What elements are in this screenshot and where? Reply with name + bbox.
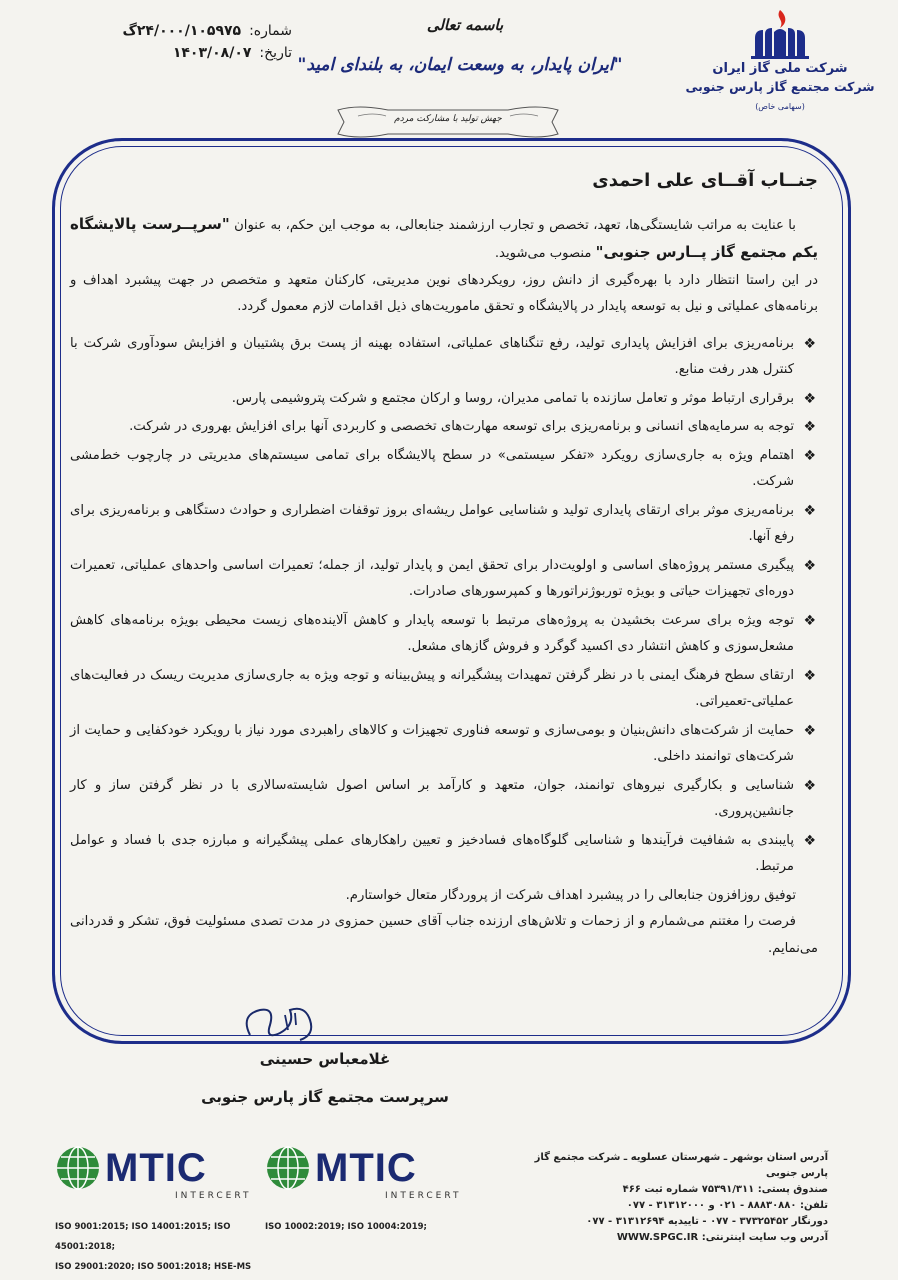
cert-left-iso-2: ISO 29001:2020; ISO 5001:2018; HSE-MS [55, 1262, 252, 1272]
number-row [62, 20, 292, 42]
address-line: تلفن: ۸۸۸۳۰۸۸۰ - ۰۲۱ و ۳۱۳۱۲۰۰۰ - ۰۷۷ [626, 1200, 828, 1211]
cert-left-sub: INTERCERT [175, 1191, 252, 1201]
bullet-icon: ❖ [803, 612, 816, 629]
slogan: "ایران پایدار، به وسعت ایمان، به بلندای امید" [297, 55, 623, 75]
bullet-icon: ❖ [803, 832, 816, 849]
globe-icon [265, 1145, 311, 1191]
bullet-icon: ❖ [803, 557, 816, 574]
closing-wish: توفیق روزافزون جنابعالی را در پیشبرد اهداف شرکت از پروردگار متعال خواستارم. [345, 887, 796, 903]
footer-address [508, 1150, 828, 1246]
list-item-text: حمایت از شرکت‌های دانش‌بنیان و بومی‌سازی و توسعه فناوری تجهیزات و کالاهای راهبردی مورد نیاز با رویکرد خودکفایی و حمایت از شرکت‌های توانمند داخلی. [70, 722, 794, 764]
number-value: گ۲۴/۰۰۰/۱۰۵۹۷۵ [122, 23, 242, 39]
cert-left-iso-1: ISO 9001:2015; ISO 14001:2015; ISO 45001:2018; [55, 1222, 231, 1252]
list-item [70, 553, 818, 606]
list-item [70, 386, 818, 413]
cert-right-mark [265, 1145, 465, 1191]
company-sub-note: (سهامی خاص) [755, 102, 805, 111]
gas-company-logo-icon [745, 8, 815, 60]
signer-name: غلامعباس حسینی [259, 1050, 391, 1068]
cert-right [265, 1145, 465, 1237]
list-item-text: برنامه‌ریزی برای افزایش پایداری تولید، رفع تنگناهای عملیاتی، استفاده بهینه از پست برق پشتیبان و افزایش سودآوری شرکت با کنترل هدر رفت منابع. [70, 335, 794, 377]
number-label: شماره: [249, 23, 292, 39]
list-item [70, 773, 818, 826]
company-sub-name: شرکت مجتمع گاز پارس جنوبی [685, 79, 875, 94]
list-item-text: توجه به سرمایه‌های انسانی و برنامه‌ریزی برای توسعه مهارت‌های تخصصی و کاربردی آنها برای افزایش بهروری در شرکت. [129, 419, 794, 434]
cert-right-iso: ISO 10002:2019; ISO 10004:2019; [265, 1222, 427, 1232]
bullet-icon: ❖ [803, 447, 816, 464]
bullet-icon: ❖ [803, 335, 816, 352]
cert-left-brand: MTIC [105, 1146, 207, 1190]
bullet-icon: ❖ [803, 390, 816, 407]
closing-block [70, 883, 818, 963]
list-item-text: پیگیری مستمر پروژه‌های اساسی و اولویت‌دار برای تحقق ایمن و پایدار تولید، از جمله؛ تعمیرات اساسی واحدهای عملیاتی، تعمیرات دوره‌ای تجهیزات حیاتی و بویژه توربوژنراتورها و کمپرسورهای صادرات. [70, 557, 794, 599]
mission-list [70, 331, 818, 881]
list-item-text: اهتمام ویژه به جاری‌سازی رویکرد «تفکر سیستمی» در سطح پالایشگاه برای تمامی سیستم‌های مدیریتی در چارچوب خط‌مشی شرکت. [70, 447, 794, 489]
company-name: شرکت ملی گاز ایران [712, 61, 848, 76]
bullet-icon: ❖ [803, 419, 816, 435]
list-item-text: ارتقای سطح فرهنگ ایمنی با در نظر گرفتن تمهیدات پیشگیرانه و پیش‌بینانه و توجه ویژه به جاری‌سازی مدیریت ریسک در فعالیت‌های عملیاتی-تعمیراتی. [70, 667, 794, 709]
signer-block [200, 1040, 450, 1116]
letter-body [70, 162, 818, 962]
list-item-text: شناسایی و بکارگیری نیروهای توانمند، جوان، متعهد و کارآمد بر اساس اصول شایسته‌سالاری با در نظر گرفتن ساز و کار جانشین‌پروری. [70, 777, 794, 819]
addressee: جنــاب آقــای علی احمدی [592, 170, 818, 191]
list-item [70, 498, 818, 551]
letter-meta [62, 20, 292, 64]
bullet-icon: ❖ [803, 502, 816, 519]
expectation-paragraph: در این راستا انتظار دارد با بهره‌گیری از دانش روز، رویکردهای نوین مدیریتی، کارکنان متعهد و متخصص در جهت پیشبرد اهداف و برنامه‌های عملیاتی و نیل به توسعه پایدار در پالایشگاه و تحقق ماموریت‌های ذیل اقدامات لازم معمول گردد. [70, 272, 818, 314]
intro-paragraph [70, 211, 818, 268]
address-line: آدرس وب سایت اینترنتی: WWW.SPGC.IR [616, 1232, 828, 1243]
closing-thanks: فرصت را مغتنم می‌شمارم و از زحمات و تلاش‌های ارزنده جناب آقای حسین حمزوی در مدت تصدی مسئولیت فوق، تشکر و قدردانی می‌نمایم. [70, 914, 818, 956]
address-line: صندوق پستی: ۷۵۳۹۱/۳۱۱ شماره ثبت ۴۶۶ [622, 1184, 828, 1195]
list-item [70, 608, 818, 661]
list-item-text: برقراری ارتباط موثر و تعامل سازنده با تمامی مدیران، روسا و ارکان مجتمع و شرکت پتروشیمی پارس. [231, 390, 794, 406]
address-line: آدرس استان بوشهر ـ شهرستان عسلویه ـ شرکت مجتمع گاز پارس جنوبی [534, 1152, 828, 1179]
list-item [70, 663, 818, 716]
intro-title: "سرپــرست پالایشگاه یکم مجتمع گاز پــارس جنوبی" [70, 214, 818, 261]
company-logo-block [680, 8, 880, 116]
intro-text-1: با عنایت به مراتب شایستگی‌ها، تعهد، تخصص و تجارب ارزشمند جنابعالی، به موجب این حکم، به عنوان [229, 217, 796, 233]
bismillah-heading: باسمه تعالی [426, 16, 504, 34]
list-item [70, 331, 818, 384]
list-item-text: پایبندی به شفافیت فرآیندها و شناسایی گلوگاه‌های فسادخیز و تعیین راهکارهای عملی پیشگیرانه و مبارزه جدی با فساد و عوامل مرتبط. [70, 832, 794, 874]
globe-icon [55, 1145, 101, 1191]
ribbon-text: جهش تولید با مشارکت مردم [394, 114, 502, 124]
list-item [70, 718, 818, 771]
bullet-icon: ❖ [803, 777, 816, 794]
cert-left [55, 1145, 255, 1277]
date-row [62, 42, 292, 64]
list-item [70, 414, 818, 441]
signer-title: سرپرست مجتمع گاز پارس جنوبی [201, 1088, 449, 1106]
date-label: تاریخ: [259, 45, 292, 61]
address-line: دورنگار ۳۷۳۲۵۴۵۲ - ۰۷۷ - تاییدیه ۳۱۳۱۲۶۹۴ - ۰۷۷ [586, 1216, 828, 1227]
cert-left-mark [55, 1145, 255, 1191]
company-sub [680, 78, 880, 116]
list-item [70, 443, 818, 496]
list-item-text: توجه ویژه برای سرعت بخشیدن به پروژه‌های مرتبط با توسعه پایدار و کاهش آلاینده‌های زیست محیطی بویژه برنامه‌های کاهش مشعل‌سوزی و کاهش انتشار دی اکسید گوگرد و فروش گازهای مشعل. [70, 612, 794, 654]
bullet-icon: ❖ [803, 667, 816, 684]
bullet-icon: ❖ [803, 722, 816, 739]
date-value: ۱۴۰۳/۰۸/۰۷ [172, 45, 252, 61]
cert-right-brand: MTIC [315, 1146, 417, 1190]
list-item [70, 828, 818, 881]
list-item-text: برنامه‌ریزی موثر برای ارتقای پایداری تولید و شناسایی عوامل ریشه‌ای بروز توقفات اضطراری و حوادث دستگاهی و برنامه‌ریزی برای رفع آنها. [70, 502, 794, 544]
cert-right-sub: INTERCERT [385, 1191, 462, 1201]
intro-text-2: منصوب می‌شوید. [494, 246, 596, 261]
